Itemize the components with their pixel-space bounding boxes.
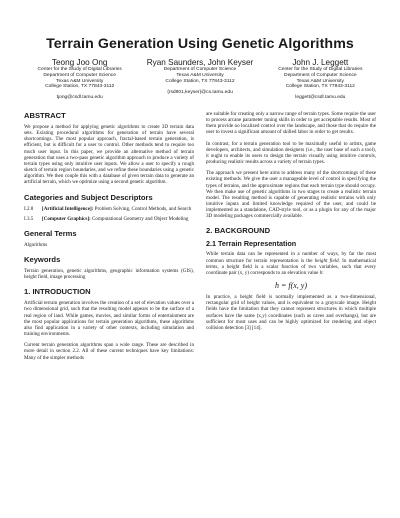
- author-block: [24, 58, 376, 101]
- author-affiliation: Texas A&M University: [296, 78, 344, 84]
- category-title: [Artificial Intelligence]:: [42, 205, 94, 212]
- author-affiliation: College Station, TX 77843-3112: [165, 78, 235, 84]
- body-paragraph: are suitable for creating only a narrow range of terrain types. Some require the user to process arcane parameter tuning skills in order to get acceptable results. Most of them provide no localized control over the landscape, and those that do require the user to invest a significant amount of skilled labor in order to get results.: [206, 110, 376, 136]
- author-email: {rsd901,keyser}@cs.tamu.edu: [167, 89, 233, 95]
- general-terms-heading: General Terms: [24, 228, 77, 238]
- body-columns: [24, 111, 376, 366]
- body-paragraph: In practice, a height field is normally implemented as a two-dimensional, rectangular grid of height values, and is equivalent to a grayscale image. Height fields have the limitation that they cannot represent structures in which multiple surfaces have the same (x,y) coordinates (such as caves and overhangs), but are sufficient for most uses and can be highly optimized for rendering and object collision detection [3] [14].: [206, 294, 376, 331]
- author-affiliation: Center for the Study of Digital Libraries: [37, 67, 122, 73]
- category-entry: [24, 216, 194, 222]
- terrain-representation-heading: 2.1 Terrain Representation: [206, 239, 297, 249]
- author-affiliation: Department of Computer Science: [43, 73, 116, 78]
- keywords-heading: Keywords: [24, 255, 61, 264]
- author-affiliation: College Station, TX 77843-3112: [45, 84, 115, 90]
- category-title: [Computer Graphics]:: [42, 215, 91, 222]
- category-code: I.3.5: [24, 215, 34, 222]
- right-column: [206, 111, 376, 366]
- body-paragraph: In contrast, for a terrain generation tool to be maximally useful to artists, game developers, architects, and simulation designers (i.e., the user base of such a tool), it ought to enable its users to design the terrain visually using intuitive controls, producing realistic results across a variety of terrain types.: [206, 140, 376, 166]
- author-affiliation: Center for the Study of Digital Libraries: [278, 67, 363, 73]
- introduction-paragraph: Current terrain generation algorithms span a wide range. These are described in more detail in section 2.2. All of these current techniques have key limitations: Many of the simpler methods: [24, 342, 194, 361]
- author-affiliation: Texas A&M University: [56, 78, 104, 84]
- text-run: :: [322, 269, 324, 276]
- abstract-text: We propose a method for applying genetic algorithms to create 3D terrain data sets. Existing procedural algorithms for generation of terrain have several shortcomings. The most popular approach, fractal-based terrain generation, is efficient, but is difficult for a user to control. Other methods tend to require too much user input. In this paper, we provide an alternative method of terrain generation that uses a two-pass genetic algorithm approach to produce a variety of terrain types using only intuitive user inputs. We allow a user to specify a rough sketch of terrain region boundaries, and we refine these boundaries using a genetic algorithm. We then couple this with a database of given terrain data to generate an artificial terrain, which we optimize using a second genetic algorithm.: [24, 123, 194, 186]
- text-run: . In mathematical terms, a height field is a scalar function of two variables, such that every coordinate pair (x, y) corresponds to an elevation value: [206, 257, 377, 276]
- introduction-paragraph: Artificial terrain generation involves the creation of a set of elevation values over a two dimensional grid, such that the resulting model appears to be the surface of a real region of land. While games, movies, and similar forms of entertainment are the most popular applications for terrain generation algorithms, these algorithms also find application in a variety of other contexts, including simulation and training environments.: [24, 300, 194, 338]
- left-column: [24, 111, 194, 366]
- text-run: While terrain data can be represented in a number of ways, by far the most common structure for terrain representation is the: [206, 251, 376, 264]
- category-code: I.2.8: [24, 205, 34, 212]
- categories-heading: Categories and Subject Descriptors: [24, 192, 153, 202]
- introduction-heading: 1. INTRODUCTION: [24, 287, 91, 297]
- emphasized-term: height field: [314, 257, 339, 264]
- author-2: [135, 58, 264, 101]
- emphasized-term: h: [319, 269, 323, 276]
- body-paragraph: [206, 251, 376, 276]
- height-field-equation: h = f(x, y): [274, 281, 308, 291]
- author-affiliation: Department of Computer Science: [163, 67, 237, 73]
- author-email: tjong@csdl.tamu.edu: [56, 95, 103, 101]
- paper-title: Terrain Generation Using Genetic Algorithms: [46, 36, 354, 52]
- author-name: Teong Joo Ong: [51, 58, 108, 67]
- author-1: [24, 58, 135, 101]
- abstract-heading: ABSTRACT: [24, 110, 66, 120]
- author-email: leggett@csdl.tamu.edu: [295, 95, 346, 101]
- author-name: Ryan Saunders, John Keyser: [146, 58, 254, 67]
- body-paragraph: The approach we present here aims to address many of the shortcomings of these existing methods. We give the user a manageable level of control in specifying the types of terrains, and the approximate regions that each terrain type should occupy. We then make use of genetic algorithms in two stages to create a realistic terrain model. The resulting method is capable of generating realistic terrains with only intuitive inputs and limited knowledge required of the user, and could be implemented as a standalone, CAD-style tool, or as a plugin for any of the major 3D modeling packages commercially available.: [206, 170, 376, 220]
- author-name: John J. Leggett: [292, 58, 349, 67]
- keywords-text: Terrain generation, genetic algorithms, geographic information systems (GIS), height field, image processing: [24, 268, 194, 281]
- category-desc: Problem Solving, Control Methods, and Search: [94, 205, 192, 212]
- background-heading: 2. BACKGROUND: [206, 226, 271, 236]
- author-affiliation: Department of Computer Science: [284, 73, 357, 78]
- category-entry: [24, 206, 194, 212]
- author-affiliation: Texas A&M University: [176, 73, 224, 78]
- author-3: [265, 58, 376, 101]
- category-desc: Computational Geometry and Object Modeling: [92, 215, 189, 222]
- general-terms-text: Algorithms: [24, 241, 48, 248]
- author-affiliation: College Station, TX 77843-3112: [285, 84, 355, 90]
